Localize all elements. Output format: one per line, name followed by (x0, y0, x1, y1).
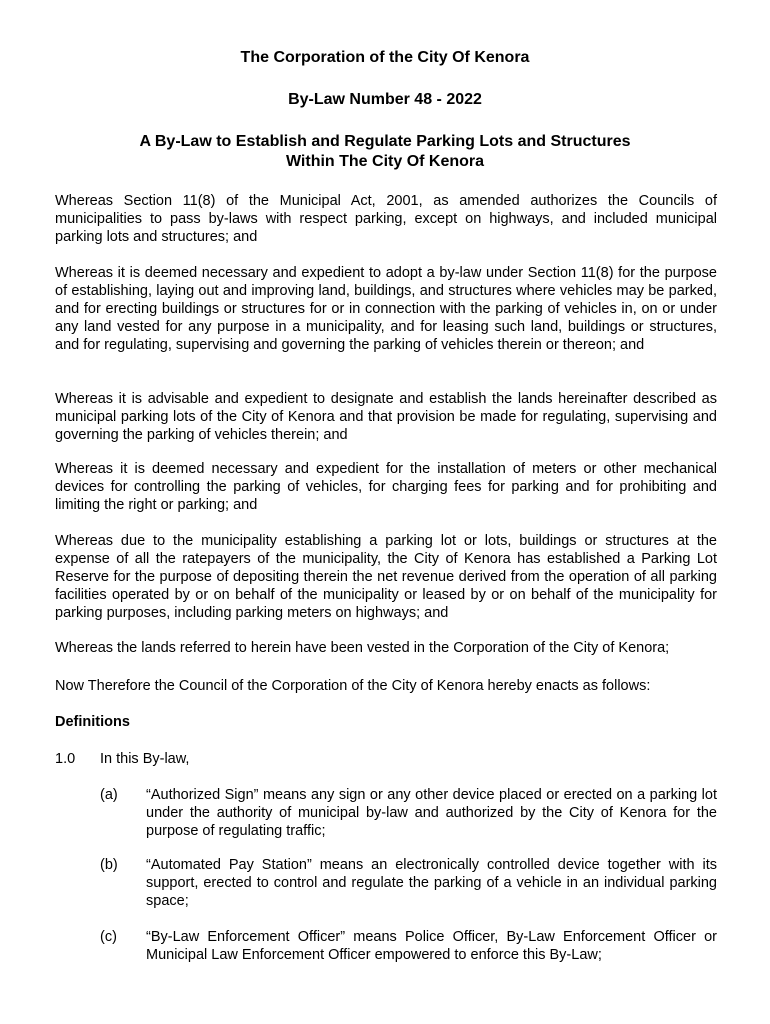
definition-text: “Automated Pay Station” means an electronically controlled device together with its support, erected to control and regulate the parking of a vehicle in an individual parking space; (146, 857, 717, 909)
recital-paragraph: Whereas Section 11(8) of the Municipal Act, 2001, as amended authorizes the Councils of municipalities to pass by-laws with respect parking, except on highways, and included municipal parking lots and structures; and (55, 193, 717, 245)
definitions-heading: Definitions (55, 714, 130, 730)
enacting-clause: Now Therefore the Council of the Corporation of the City of Kenora hereby enacts as follows: (55, 678, 651, 694)
corporation-heading: The Corporation of the City Of Kenora (240, 49, 530, 66)
definition-label: (a) (100, 787, 118, 803)
definition-text: “By-Law Enforcement Officer” means Police Officer, By-Law Enforcement Officer or Municipal Law Enforcement Officer empowered to enforce this By-Law; (146, 929, 717, 963)
recital-paragraph: Whereas it is deemed necessary and expedient for the installation of meters or other mechanical devices for controlling the parking of vehicles, for charging fees for parking and for prohibiting and limiting the right or parking; and (55, 461, 717, 513)
recital-paragraph: Whereas due to the municipality establishing a parking lot or lots, buildings or structures at the expense of all the ratepayers of the municipality, the City of Kenora has established a Parking Lot Reserve for the purpose of depositing therein the net revenue derived from the operation of all parking facilities operated by or on behalf of the municipality or leased by or on behalf of the municipality for parking purposes, including parking meters on highways; and (55, 533, 717, 621)
bylaw-title-line1: A By-Law to Establish and Regulate Parking Lots and Structures (139, 133, 631, 150)
recital-paragraph: Whereas the lands referred to herein have been vested in the Corporation of the City of Kenora; (55, 640, 670, 656)
bylaw-title-line2: Within The City Of Kenora (285, 153, 485, 170)
section-intro: In this By-law, (100, 751, 190, 767)
recital-paragraph: Whereas it is deemed necessary and expedient to adopt a by-law under Section 11(8) for the purpose of establishing, laying out and improving land, buildings, and structures where vehicles may be parked, and for erecting buildings or structures for or in connection with the parking of vehicles in, on or under any land vested for any purpose in a municipality, and for leasing such land, buildings or structures, and for regulating, supervising and governing the parking of vehicles therein or thereon; and (55, 265, 717, 353)
definition-label: (b) (100, 857, 118, 873)
section-number: 1.0 (55, 751, 76, 767)
definition-text: “Authorized Sign” means any sign or any other device placed or erected on a parking lot under the authority of municipal by-law and authorized by the City of Kenora for the purpose of regulating traffic; (146, 787, 717, 839)
bylaw-number-heading: By-Law Number 48 - 2022 (288, 91, 482, 108)
definition-label: (c) (100, 929, 117, 945)
recital-paragraph: Whereas it is advisable and expedient to designate and establish the lands hereinafter described as municipal parking lots of the City of Kenora and that provision be made for regulating, supervising and governing the parking of vehicles therein; and (55, 391, 717, 443)
